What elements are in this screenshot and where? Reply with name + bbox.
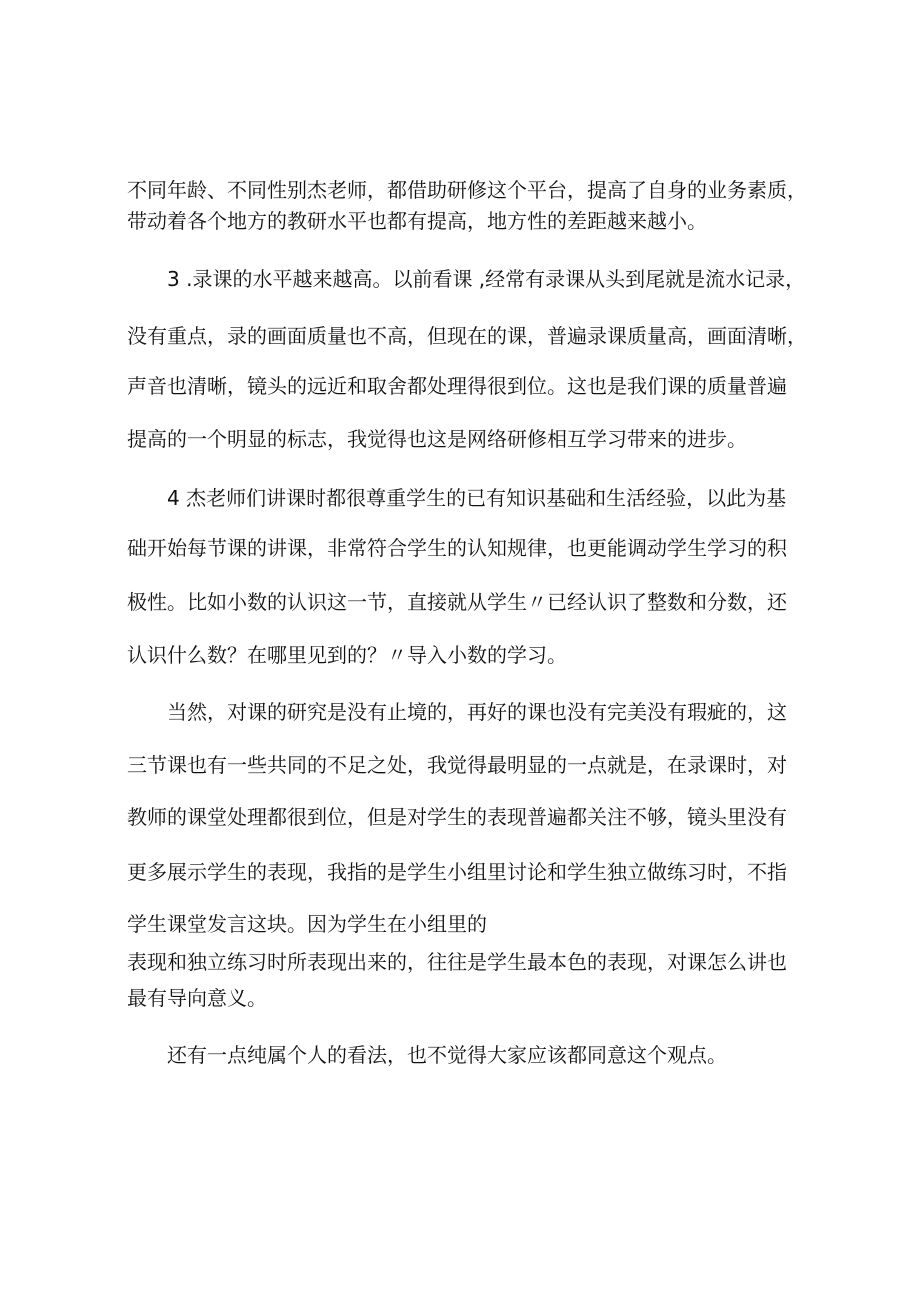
text-line: 认识什么数？在哪里见到的？〃导入小数的学习。 bbox=[127, 643, 567, 667]
text-line: 最有导向意义。 bbox=[127, 986, 267, 1010]
text-line: 带动着各个地方的教研水平也都有提高，地方性的差距越来越小。 bbox=[127, 209, 707, 233]
text-line: 极性。比如小数的认识这一节，直接就从学生〃已经认识了整数和分数，还 bbox=[127, 590, 787, 614]
text-line: 教师的课堂处理都很到位，但是对学生的表现普遍都关注不够，镜头里没有 bbox=[127, 805, 787, 829]
text-line: 还有一点纯属个人的看法，也不觉得大家应该都同意这个观点。 bbox=[167, 1043, 727, 1067]
text-line: 更多展示学生的表现，我指的是学生小组里讨论和学生独立做练习时，不指 bbox=[127, 860, 787, 884]
text-line: 三节课也有一些共同的不足之处，我觉得最明显的一点就是，在录课时，对 bbox=[127, 753, 787, 777]
text-line: 没有重点，录的画面质量也不高，但现在的课，普遍录课质量高，画面清晰， bbox=[127, 324, 807, 348]
text-line: 3 .录课的水平越来越高。以前看课 ,经常有录课从头到尾就是流水记录， bbox=[167, 267, 806, 291]
text-line: 当然，对课的研究是没有止境的，再好的课也没有完美没有瑕疵的，这 bbox=[167, 700, 787, 724]
text-line: 4 杰老师们讲课时都很尊重学生的已有知识基础和生活经验，以此为基 bbox=[167, 486, 787, 510]
text-line: 不同年龄、不同性别杰老师，都借助研修这个平台，提高了自身的业务素质， bbox=[127, 178, 807, 202]
text-line: 础开始每节课的讲课，非常符合学生的认知规律，也更能调动学生学习的积 bbox=[127, 536, 787, 560]
text-line: 提高的一个明显的标志，我觉得也这是网络研修相互学习带来的进步。 bbox=[127, 427, 747, 451]
text-line: 表现和独立练习时所表现出来的，往往是学生最本色的表现，对课怎么讲也 bbox=[127, 950, 787, 974]
text-line: 声音也清晰，镜头的远近和取舍都处理得很到位。这也是我们课的质量普遍 bbox=[127, 374, 787, 398]
text-line: 学生课堂发言这块。因为学生在小组里的 bbox=[127, 912, 487, 936]
